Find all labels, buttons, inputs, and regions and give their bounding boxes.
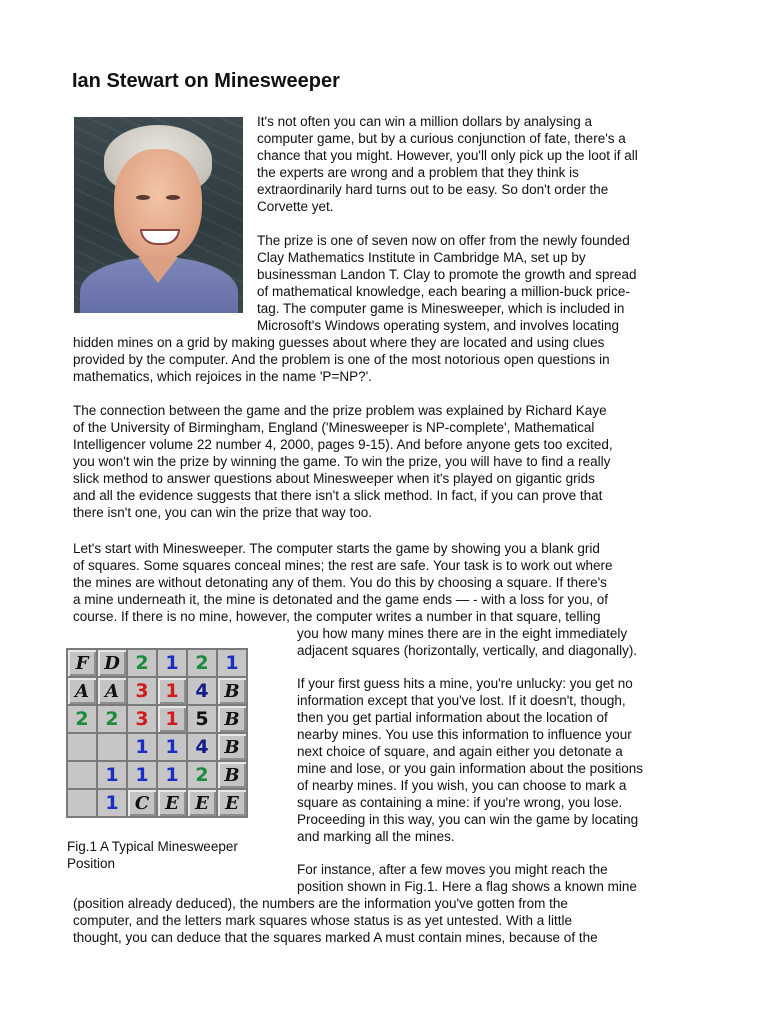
paragraph-line: Microsoft's Windows operating system, and involves locating <box>257 318 619 333</box>
grid-cell <box>68 790 96 816</box>
paragraph-line: mine and lose, or you gain information about the positions <box>297 761 643 776</box>
paragraph-line: there isn't one, you can win the prize that way too. <box>73 505 372 520</box>
flag-icon: 1 <box>158 678 186 704</box>
grid-cell: D <box>98 650 126 676</box>
paragraph-line: of nearby mines. If you wish, you can choose to mark a <box>297 778 627 793</box>
paragraph-line: If your first guess hits a mine, you're unlucky: you get no <box>297 676 633 691</box>
grid-cell: 3 <box>128 706 156 732</box>
paragraph-line: then you get partial information about the location of <box>297 710 608 725</box>
grid-cell: 1 <box>98 762 126 788</box>
grid-cell: 1 <box>128 762 156 788</box>
grid-cell: 2 <box>188 762 216 788</box>
grid-cell: 2 <box>98 706 126 732</box>
grid-cell: F <box>68 650 96 676</box>
paragraph-line: a mine underneath it, the mine is detonated and the game ends — - with a loss for you, of <box>73 592 609 607</box>
grid-cell: E <box>158 790 186 816</box>
grid-cell: 1 <box>158 734 186 760</box>
paragraph-line: provided by the computer. And the problem is one of the most notorious open questions in <box>73 352 610 367</box>
paragraph-line: computer game, but by a curious conjunction of fate, there's a <box>257 131 626 146</box>
paragraph-line: next choice of square, and again either you detonate a <box>297 744 623 759</box>
paragraph-line: For instance, after a few moves you might reach the <box>297 862 608 877</box>
page-title: Ian Stewart on Minesweeper <box>72 70 340 92</box>
paragraph-line: course. If there is no mine, however, the computer writes a number in that square, telling <box>73 609 601 624</box>
paragraph-line: of squares. Some squares conceal mines; the rest are safe. Your task is to work out where <box>73 558 613 573</box>
grid-cell: C <box>128 790 156 816</box>
grid-cell: 2 <box>68 706 96 732</box>
minesweeper-grid <box>66 648 248 818</box>
paragraph-line: you won't win the prize by winning the game. To win the prize, you will have to find a really <box>73 454 611 469</box>
author-photo <box>74 117 243 313</box>
paragraph-line: slick method to answer questions about Minesweeper when it's played on gigantic grids <box>73 471 595 486</box>
grid-cell: E <box>188 790 216 816</box>
grid-cell: 5 <box>188 706 216 732</box>
paragraph-line: you how many mines there are in the eight immediately <box>297 626 628 641</box>
figure-caption-line: Fig.1 A Typical Minesweeper <box>67 839 238 854</box>
paragraph-line: and all the evidence suggests that there isn't a slick method. In fact, if you can prove that <box>73 488 603 503</box>
grid-cell <box>98 734 126 760</box>
paragraph-line: of the University of Birmingham, England ('Minesweeper is NP-complete', Mathematical <box>73 420 595 435</box>
paragraph-line: Intelligencer volume 22 number 4, 2000, pages 9-15). And before anyone gets too excited, <box>73 437 613 452</box>
grid-cell <box>68 762 96 788</box>
paragraph-line: of mathematical knowledge, each bearing a million-buck price- <box>257 284 630 299</box>
grid-cell: 4 <box>188 678 216 704</box>
grid-cell: 1 <box>158 650 186 676</box>
paragraph-line: tag. The computer game is Minesweeper, which is included in <box>257 301 625 316</box>
paragraph-line: Let's start with Minesweeper. The computer starts the game by showing you a blank grid <box>73 541 600 556</box>
grid-cell: A <box>98 678 126 704</box>
grid-cell: 3 <box>128 678 156 704</box>
grid-cell: B <box>218 706 246 732</box>
figure-caption-line: Position <box>67 856 116 871</box>
grid-cell: A <box>68 678 96 704</box>
paragraph-line: nearby mines. You use this information to influence your <box>297 727 632 742</box>
grid-cell: B <box>218 678 246 704</box>
paragraph-line: businessman Landon T. Clay to promote the growth and spread <box>257 267 637 282</box>
paragraph-line: mathematics, which rejoices in the name 'P=NP?'. <box>73 369 372 384</box>
paragraph-line: Proceeding in this way, you can win the game by locating <box>297 812 639 827</box>
paragraph-line: extraordinarily hard turns out to be easy. So don't order the <box>257 182 609 197</box>
paragraph-line: computer, and the letters mark squares whose status is as yet untested. With a little <box>73 913 572 928</box>
paragraph-line: Clay Mathematics Institute in Cambridge MA, set up by <box>257 250 586 265</box>
paragraph-line: the experts are wrong and a problem that they think is <box>257 165 579 180</box>
grid-cell: 1 <box>158 762 186 788</box>
paragraph-line: adjacent squares (horizontally, vertically, and diagonally). <box>297 643 638 658</box>
paragraph-line: Corvette yet. <box>257 199 334 214</box>
paragraph-line: hidden mines on a grid by making guesses about where they are located and using clues <box>73 335 605 350</box>
grid-cell <box>68 734 96 760</box>
paragraph-line: (position already deduced), the numbers are the information you've gotten from the <box>73 896 568 911</box>
paragraph-line: information except that you've lost. If it doesn't, though, <box>297 693 626 708</box>
paragraph-line: The prize is one of seven now on offer from the newly founded <box>257 233 630 248</box>
paragraph-line: the mines are without detonating any of them. You do this by choosing a square. If there's <box>73 575 607 590</box>
grid-cell: 2 <box>128 650 156 676</box>
grid-cell: 4 <box>188 734 216 760</box>
paragraph-line: chance that you might. However, you'll only pick up the loot if all <box>257 148 638 163</box>
paragraph-line: It's not often you can win a million dollars by analysing a <box>257 114 593 129</box>
grid-cell: 1 <box>98 790 126 816</box>
grid-cell: B <box>218 762 246 788</box>
grid-cell: 1 <box>218 650 246 676</box>
grid-cell: 1 <box>128 734 156 760</box>
grid-cell: 2 <box>188 650 216 676</box>
paragraph-line: thought, you can deduce that the squares marked A must contain mines, because of the <box>73 930 598 945</box>
flag-icon: 1 <box>158 706 186 732</box>
grid-cell: B <box>218 734 246 760</box>
grid-cell: E <box>218 790 246 816</box>
paragraph-line: square as containing a mine: if you're wrong, you lose. <box>297 795 623 810</box>
paragraph-line: and marking all the mines. <box>297 829 455 844</box>
paragraph-line: The connection between the game and the prize problem was explained by Richard Kaye <box>73 403 607 418</box>
paragraph-line: position shown in Fig.1. Here a flag shows a known mine <box>297 879 637 894</box>
